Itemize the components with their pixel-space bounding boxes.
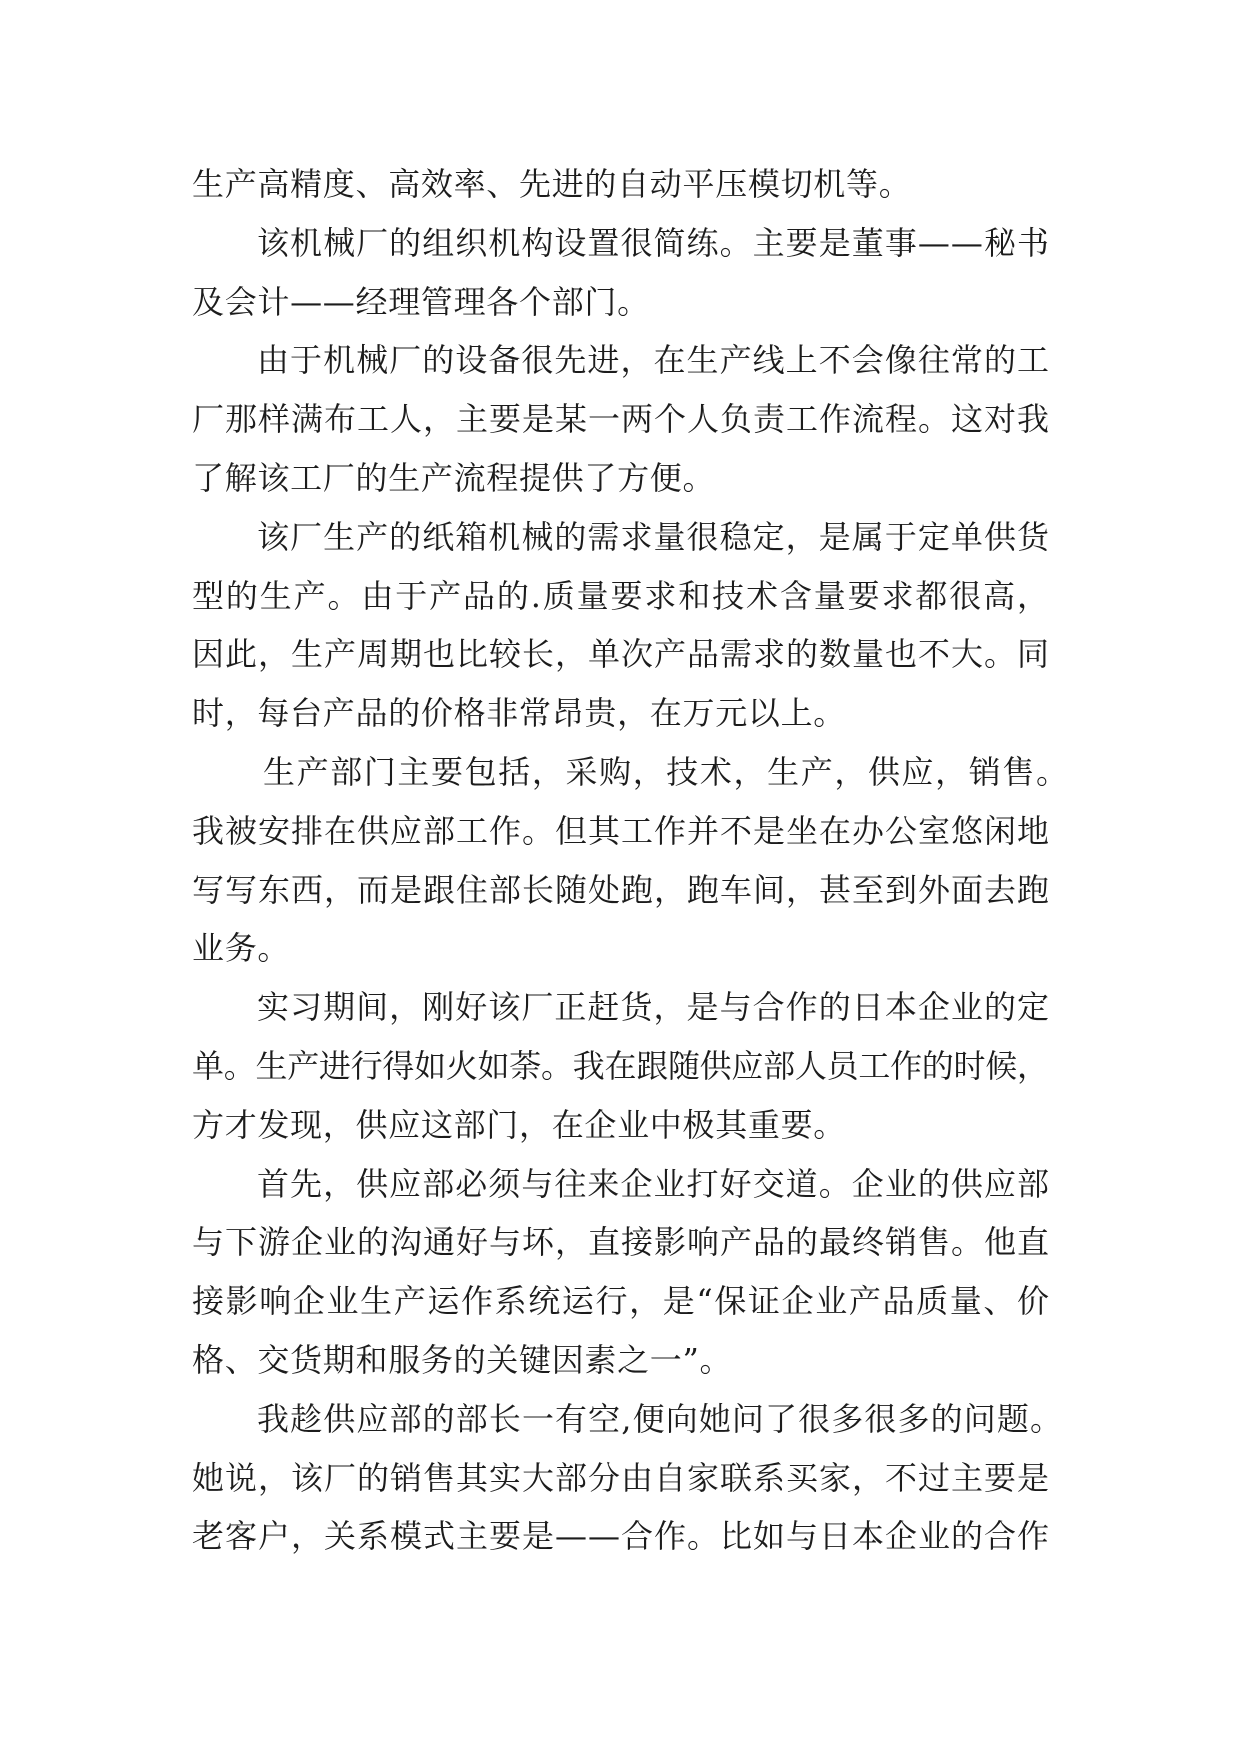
line-text: 方才发现，供应这部门，在企业中极其重要。 (192, 1105, 847, 1144)
line-text: 与下游企业的沟通好与坏，直接影响产品的最终销售。他直 (192, 1223, 1050, 1262)
line-text: 老客户，关系模式主要是——合作。比如与日本企业的合作 (192, 1517, 1050, 1556)
line-text: 接影响企业生产运作系统运行，是“保证企业产品质量、价 (192, 1282, 1051, 1321)
line-text: 我被安排在供应部工作。但其工作并不是坐在办公室悠闲地 (192, 811, 1050, 850)
document-body (192, 155, 1092, 1566)
line-text: 因此，生产周期也比较长，单次产品需求的数量也不大。同 (192, 635, 1050, 674)
line-text: 实习期间，刚好该厂正赶货，是与合作的日本企业的定 (257, 988, 1051, 1027)
text-line (192, 684, 1049, 743)
text-line (192, 1507, 1049, 1566)
text-line (192, 1390, 1062, 1449)
line-text: 时，每台产品的价格非常昂贵，在万元以上。 (192, 694, 847, 733)
line-text: 写写东西，而是跟住部长随处跑，跑车间，甚至到外面去跑 (192, 870, 1050, 909)
line-text: 该厂生产的纸箱机械的需求量很稳定，是属于定单供货 (257, 517, 1051, 556)
line-text: 格、交货期和服务的关键因素之一”。 (192, 1340, 733, 1379)
paragraph (192, 1155, 1092, 1390)
text-line (192, 861, 1049, 920)
paragraph (192, 331, 1092, 507)
paragraph (192, 978, 1092, 1154)
text-line (192, 1331, 1049, 1390)
line-text: 及会计——经理管理各个部门。 (192, 282, 650, 321)
line-text: 由于机械厂的设备很先进，在生产线上不会像往常的工 (257, 341, 1051, 380)
line-text: 该机械厂的组织机构设置很简练。主要是董事——秘书 (257, 223, 1051, 262)
text-line (192, 1037, 1049, 1096)
text-line (192, 625, 1049, 684)
text-line (192, 1096, 1049, 1155)
line-text: 型的生产。由于产品的.质量要求和技术含量要求都很高， (192, 576, 1051, 615)
line-text: 单。生产进行得如火如荼。我在跟随供应部人员工作的时候， (192, 1046, 1049, 1085)
line-text: 生产高精度、高效率、先进的自动平压模切机等。 (192, 165, 912, 203)
text-line (192, 390, 1049, 449)
text-line (192, 331, 1049, 390)
paragraph (192, 1390, 1092, 1566)
text-line (192, 1155, 1049, 1214)
text-line (192, 1213, 1049, 1272)
text-line (192, 567, 1049, 626)
text-line (192, 449, 1049, 508)
text-line (192, 155, 1049, 214)
text-line (192, 1272, 1049, 1331)
text-line (192, 743, 1068, 802)
line-text: 厂那样满布工人，主要是某一两个人负责工作流程。这对我 (192, 400, 1050, 439)
text-line (192, 802, 1049, 861)
text-line (192, 214, 1049, 273)
text-line (192, 978, 1049, 1037)
paragraph (192, 214, 1092, 332)
line-text: 生产部门主要包括，采购，技术，生产，供应，销售。 (263, 752, 1070, 791)
text-line (192, 273, 1049, 332)
line-text: 我趁供应部的部长一有空,便向她问了很多很多的问题。 (257, 1399, 1064, 1438)
text-line (192, 919, 1049, 978)
line-text: 了解该工厂的生产流程提供了方便。 (192, 458, 716, 497)
line-text: 业务。 (192, 929, 291, 968)
text-line (192, 1449, 1049, 1508)
paragraph (192, 155, 1092, 214)
line-text: 首先，供应部必须与往来企业打好交道。企业的供应部 (257, 1164, 1051, 1203)
line-text: 她说，该厂的销售其实大部分由自家联系买家，不过主要是 (192, 1458, 1050, 1497)
paragraph (192, 743, 1092, 978)
text-line (192, 508, 1049, 567)
paragraph (192, 508, 1092, 743)
